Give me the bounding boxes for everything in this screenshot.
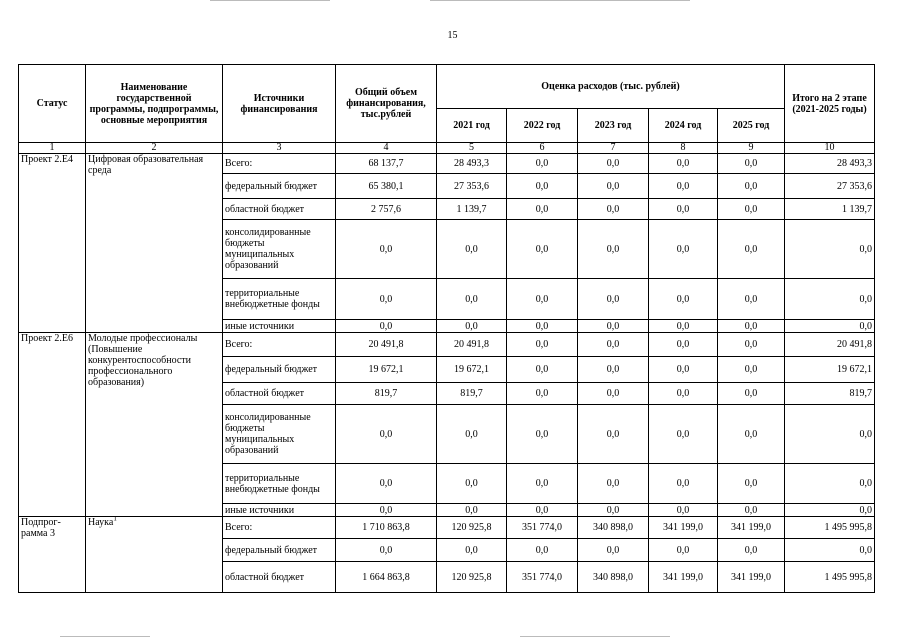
year-value-cell: 27 353,6	[437, 174, 507, 199]
year-value-cell: 0,0	[649, 174, 718, 199]
header-year: 2023 год	[578, 109, 649, 143]
year-value-cell: 0,0	[718, 464, 785, 504]
funding-source: территориальные внебюджетные фонды	[223, 279, 336, 320]
year-value-cell: 0,0	[649, 405, 718, 464]
total-volume-cell: 2 757,6	[336, 199, 437, 220]
row-status: Проект 2.Е6	[19, 333, 86, 517]
stage-total-cell: 20 491,8	[785, 333, 875, 357]
stage-total-cell: 19 672,1	[785, 357, 875, 383]
year-value-cell: 0,0	[437, 320, 507, 333]
funding-source: областной бюджет	[223, 383, 336, 405]
row-program-name	[86, 154, 223, 333]
stage-total-cell: 819,7	[785, 383, 875, 405]
program-name-text: Цифровая образовательная среда	[88, 154, 204, 176]
column-number: 6	[507, 143, 578, 154]
year-value-cell: 0,0	[578, 279, 649, 320]
header-stage-total: Итого на 2 этапе (2021-2025 годы)	[785, 65, 875, 143]
funding-source: федеральный бюджет	[223, 357, 336, 383]
year-value-cell: 0,0	[507, 405, 578, 464]
year-value-cell: 120 925,8	[437, 517, 507, 539]
stage-total-cell: 1 139,7	[785, 199, 875, 220]
year-value-cell: 0,0	[649, 464, 718, 504]
stage-total-cell: 0,0	[785, 405, 875, 464]
year-value-cell: 351 774,0	[507, 562, 578, 593]
total-volume-cell: 1 664 863,8	[336, 562, 437, 593]
header-estimate: Оценка расходов (тыс. рублей)	[437, 65, 785, 109]
row-status: Подпрог-рамма 3	[19, 517, 86, 593]
total-volume-cell: 0,0	[336, 405, 437, 464]
budget-table	[18, 64, 875, 593]
total-volume-cell: 0,0	[336, 539, 437, 562]
funding-source: областной бюджет	[223, 199, 336, 220]
year-value-cell: 0,0	[437, 464, 507, 504]
row-program-name	[86, 333, 223, 517]
program-name-text: Наука	[88, 517, 114, 528]
year-value-cell: 0,0	[718, 279, 785, 320]
stage-total-cell: 27 353,6	[785, 174, 875, 199]
column-number: 8	[649, 143, 718, 154]
year-value-cell: 0,0	[649, 220, 718, 279]
year-value-cell: 0,0	[649, 383, 718, 405]
header-source: Источники финансирования	[223, 65, 336, 143]
column-number: 1	[19, 143, 86, 154]
header-total-volume: Общий объем финансирования, тыс.рублей	[336, 65, 437, 143]
header-year: 2025 год	[718, 109, 785, 143]
row-program-name	[86, 517, 223, 593]
year-value-cell: 28 493,3	[437, 154, 507, 174]
page-number: 15	[447, 30, 458, 41]
funding-source: федеральный бюджет	[223, 174, 336, 199]
year-value-cell: 0,0	[507, 174, 578, 199]
year-value-cell: 0,0	[507, 464, 578, 504]
year-value-cell: 0,0	[649, 539, 718, 562]
year-value-cell: 0,0	[649, 154, 718, 174]
scan-edge-line	[60, 636, 150, 637]
scan-edge-line	[520, 636, 670, 637]
table-row	[19, 333, 875, 357]
footnote-marker: 1	[113, 516, 117, 523]
year-value-cell: 0,0	[578, 220, 649, 279]
funding-source: Всего:	[223, 154, 336, 174]
stage-total-cell: 0,0	[785, 464, 875, 504]
year-value-cell: 0,0	[718, 199, 785, 220]
stage-total-cell: 0,0	[785, 279, 875, 320]
year-value-cell: 0,0	[718, 220, 785, 279]
stage-total-cell: 1 495 995,8	[785, 517, 875, 539]
total-volume-cell: 20 491,8	[336, 333, 437, 357]
year-value-cell: 0,0	[578, 333, 649, 357]
year-value-cell: 0,0	[649, 320, 718, 333]
year-value-cell: 341 199,0	[718, 562, 785, 593]
stage-total-cell: 0,0	[785, 504, 875, 517]
stage-total-cell: 0,0	[785, 220, 875, 279]
year-value-cell: 0,0	[437, 220, 507, 279]
header-year: 2022 год	[507, 109, 578, 143]
column-number: 3	[223, 143, 336, 154]
funding-source: областной бюджет	[223, 562, 336, 593]
stage-total-cell: 28 493,3	[785, 154, 875, 174]
header-name: Наименование государственной программы, подпрограммы, основные мероприятия	[86, 65, 223, 143]
scan-edge-line	[430, 0, 690, 1]
year-value-cell: 0,0	[578, 539, 649, 562]
year-value-cell: 0,0	[649, 333, 718, 357]
total-volume-cell: 68 137,7	[336, 154, 437, 174]
funding-source: федеральный бюджет	[223, 539, 336, 562]
year-value-cell: 0,0	[578, 320, 649, 333]
total-volume-cell: 0,0	[336, 464, 437, 504]
year-value-cell: 340 898,0	[578, 562, 649, 593]
row-status: Проект 2.Е4	[19, 154, 86, 333]
year-value-cell: 0,0	[718, 333, 785, 357]
year-value-cell: 0,0	[649, 357, 718, 383]
total-volume-cell: 819,7	[336, 383, 437, 405]
header-status: Статус	[19, 65, 86, 143]
header-year: 2021 год	[437, 109, 507, 143]
funding-source: иные источники	[223, 320, 336, 333]
funding-source: Всего:	[223, 517, 336, 539]
column-number: 9	[718, 143, 785, 154]
year-value-cell: 0,0	[507, 199, 578, 220]
year-value-cell: 0,0	[437, 504, 507, 517]
funding-source: Всего:	[223, 333, 336, 357]
year-value-cell: 0,0	[437, 539, 507, 562]
scan-edge-line	[210, 0, 330, 1]
year-value-cell: 0,0	[718, 357, 785, 383]
table-body	[19, 154, 875, 593]
year-value-cell: 0,0	[649, 504, 718, 517]
column-number: 4	[336, 143, 437, 154]
funding-source: консолидированные бюджеты муниципальных образований	[223, 405, 336, 464]
stage-total-cell: 0,0	[785, 539, 875, 562]
funding-source: территориальные внебюджетные фонды	[223, 464, 336, 504]
total-volume-cell: 0,0	[336, 279, 437, 320]
year-value-cell: 0,0	[437, 405, 507, 464]
header-year: 2024 год	[649, 109, 718, 143]
year-value-cell: 20 491,8	[437, 333, 507, 357]
year-value-cell: 0,0	[578, 464, 649, 504]
year-value-cell: 0,0	[578, 504, 649, 517]
column-number: 2	[86, 143, 223, 154]
stage-total-cell: 1 495 995,8	[785, 562, 875, 593]
year-value-cell: 351 774,0	[507, 517, 578, 539]
year-value-cell: 0,0	[507, 320, 578, 333]
column-number: 5	[437, 143, 507, 154]
year-value-cell: 340 898,0	[578, 517, 649, 539]
total-volume-cell: 19 672,1	[336, 357, 437, 383]
year-value-cell: 0,0	[437, 279, 507, 320]
year-value-cell: 0,0	[578, 383, 649, 405]
year-value-cell: 0,0	[507, 539, 578, 562]
year-value-cell: 0,0	[718, 320, 785, 333]
total-volume-cell: 0,0	[336, 504, 437, 517]
column-number: 10	[785, 143, 875, 154]
year-value-cell: 0,0	[649, 199, 718, 220]
year-value-cell: 341 199,0	[718, 517, 785, 539]
year-value-cell: 0,0	[507, 154, 578, 174]
total-volume-cell: 1 710 863,8	[336, 517, 437, 539]
total-volume-cell: 0,0	[336, 320, 437, 333]
year-value-cell: 0,0	[578, 405, 649, 464]
year-value-cell: 819,7	[437, 383, 507, 405]
year-value-cell: 1 139,7	[437, 199, 507, 220]
year-value-cell: 0,0	[507, 504, 578, 517]
year-value-cell: 19 672,1	[437, 357, 507, 383]
year-value-cell: 341 199,0	[649, 562, 718, 593]
year-value-cell: 0,0	[718, 174, 785, 199]
year-value-cell: 0,0	[578, 199, 649, 220]
year-value-cell: 0,0	[718, 504, 785, 517]
year-value-cell: 0,0	[718, 539, 785, 562]
year-value-cell: 0,0	[507, 333, 578, 357]
funding-source: консолидированные бюджеты муниципальных образований	[223, 220, 336, 279]
year-value-cell: 0,0	[718, 405, 785, 464]
year-value-cell: 341 199,0	[649, 517, 718, 539]
year-value-cell: 0,0	[507, 220, 578, 279]
column-number: 7	[578, 143, 649, 154]
year-value-cell: 0,0	[718, 154, 785, 174]
year-value-cell: 0,0	[507, 357, 578, 383]
program-name-text: Молодые профессионалы (Повышение конкурентоспособности профессионального образования)	[88, 333, 198, 388]
stage-total-cell: 0,0	[785, 320, 875, 333]
year-value-cell: 0,0	[507, 383, 578, 405]
funding-source: иные источники	[223, 504, 336, 517]
total-volume-cell: 65 380,1	[336, 174, 437, 199]
year-value-cell: 0,0	[578, 154, 649, 174]
year-value-cell: 0,0	[578, 357, 649, 383]
year-value-cell: 120 925,8	[437, 562, 507, 593]
year-value-cell: 0,0	[578, 174, 649, 199]
year-value-cell: 0,0	[718, 383, 785, 405]
table-row	[19, 154, 875, 174]
year-value-cell: 0,0	[507, 279, 578, 320]
table-row	[19, 517, 875, 539]
total-volume-cell: 0,0	[336, 220, 437, 279]
year-value-cell: 0,0	[649, 279, 718, 320]
